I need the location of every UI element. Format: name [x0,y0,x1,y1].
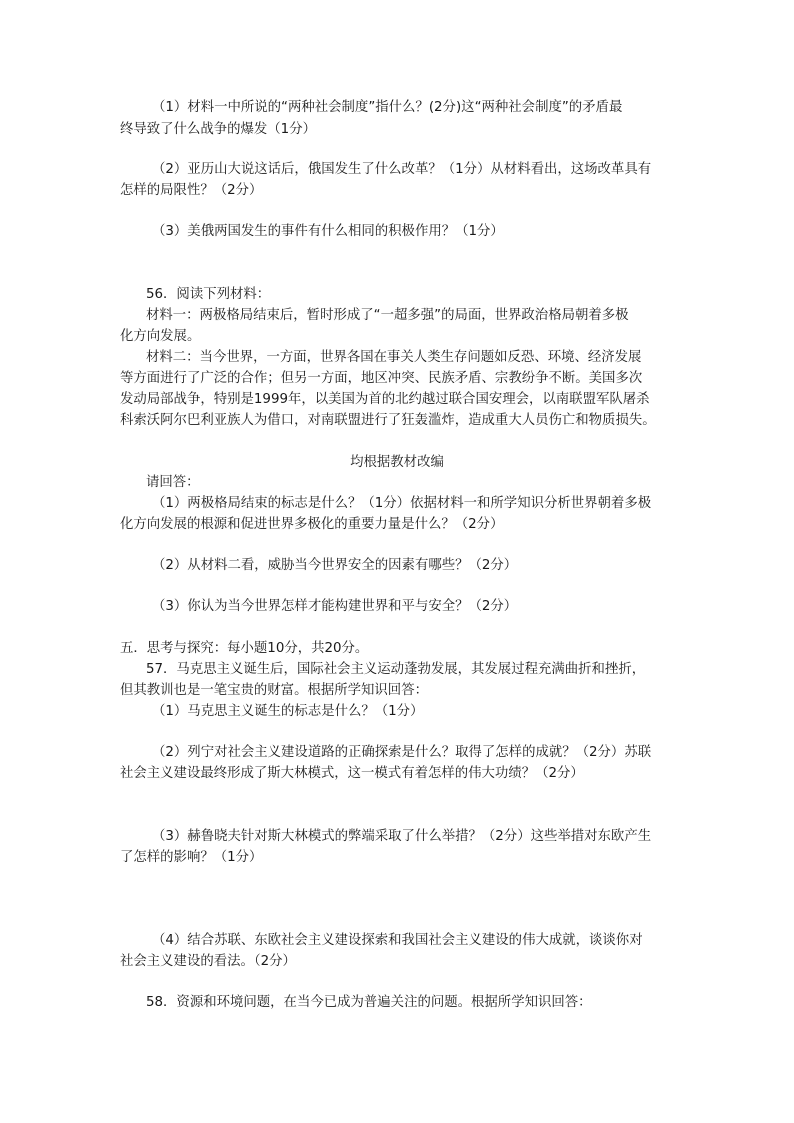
q56-material1-line2: 化方向发展。 [120,329,201,344]
q55-part1-line1: （1）材料一中所说的“两种社会制度”指什么？(2分)这“两种社会制度”的矛盾最 [152,100,623,115]
q56-material2-line1: 材料二：当今世界，一方面，世界各国在事关人类生存问题如反恐、环境、经济发展 [146,350,642,365]
q56-part1-line1: （1）两极格局结束的标志是什么？（1分）依据材料一和所学知识分析世界朝着多极 [152,496,652,511]
q57-part3-line2: 了怎样的影响？（1分） [120,850,263,865]
q56-part2-line1: （2）从材料二看，威胁当今世界安全的因素有哪些？（2分） [152,558,518,573]
q56-material1-line1: 材料一：两极格局结束后，暂时形成了“一超多强”的局面，世界政治格局朝着多极 [146,308,629,323]
q57-part3-line1: （3）赫鲁晓夫针对斯大林模式的弊端采取了什么举措？（2分）这些举措对东欧产生 [152,829,652,844]
q57-part2-line2: 社会主义建设最终形成了斯大林模式，这一模式有着怎样的伟大功绩？（2分） [120,766,584,781]
section5-heading: 五．思考与探究：每小题10分，共20分。 [120,641,369,656]
q57-intro-line1: 57．马克思主义诞生后，国际社会主义运动蓬勃发展，其发展过程充满曲折和挫折， [146,662,646,677]
q57-part4-line1: （4）结合苏联、东欧社会主义建设探索和我国社会主义建设的伟大成就，谈谈你对 [152,933,643,948]
q56-part1-line2: 化方向发展的根源和促进世界多极化的重要力量是什么？（2分） [120,517,504,532]
q55-part3-line1: （3）美俄两国发生的事件有什么相同的积极作用？（1分） [152,224,504,239]
q57-part4-line2: 社会主义建设的看法。（2分） [120,954,296,969]
q55-part2-line2: 怎样的局限性？（2分） [120,183,263,198]
q56-source-note: 均根据教材改编 [350,455,444,470]
q56-part3-line1: （3）你认为当今世界怎样才能构建世界和平与安全？（2分） [152,599,518,614]
q56-material2-line4: 科索沃阿尔巴利亚族人为借口，对南联盟进行了狂轰滥炸，造成重大人员伤亡和物质损失。 [120,413,656,428]
q57-part2-line1: （2）列宁对社会主义建设道路的正确探索是什么？取得了怎样的成就？（2分）苏联 [152,745,652,760]
q55-part1-line2: 终导致了什么战争的爆发（1分） [120,122,316,137]
q57-part1-line1: （1）马克思主义诞生的标志是什么？（1分） [152,704,424,719]
q56-material2-line3: 发动局部战争，特别是1999年，以美国为首的北约越过联合国安理会，以南联盟军队屠杀 [120,392,650,407]
q57-intro-line2: 但其教训也是一笔宝贵的财富。根据所学知识回答： [120,683,428,698]
q56-material2-line2: 等方面进行了广泛的合作；但另一方面，地区冲突、民族矛盾、宗教纷争不断。美国多次 [120,371,643,386]
q56-heading: 56．阅读下列材料： [146,287,271,302]
q58-intro-line1: 58．资源和环境问题，在当今已成为普遍关注的问题。根据所学知识回答： [146,995,592,1010]
q55-part2-line1: （2）亚历山大说这话后，俄国发生了什么改革？（1分）从材料看出，这场改革具有 [152,162,652,177]
q56-prompt: 请回答： [146,475,200,490]
